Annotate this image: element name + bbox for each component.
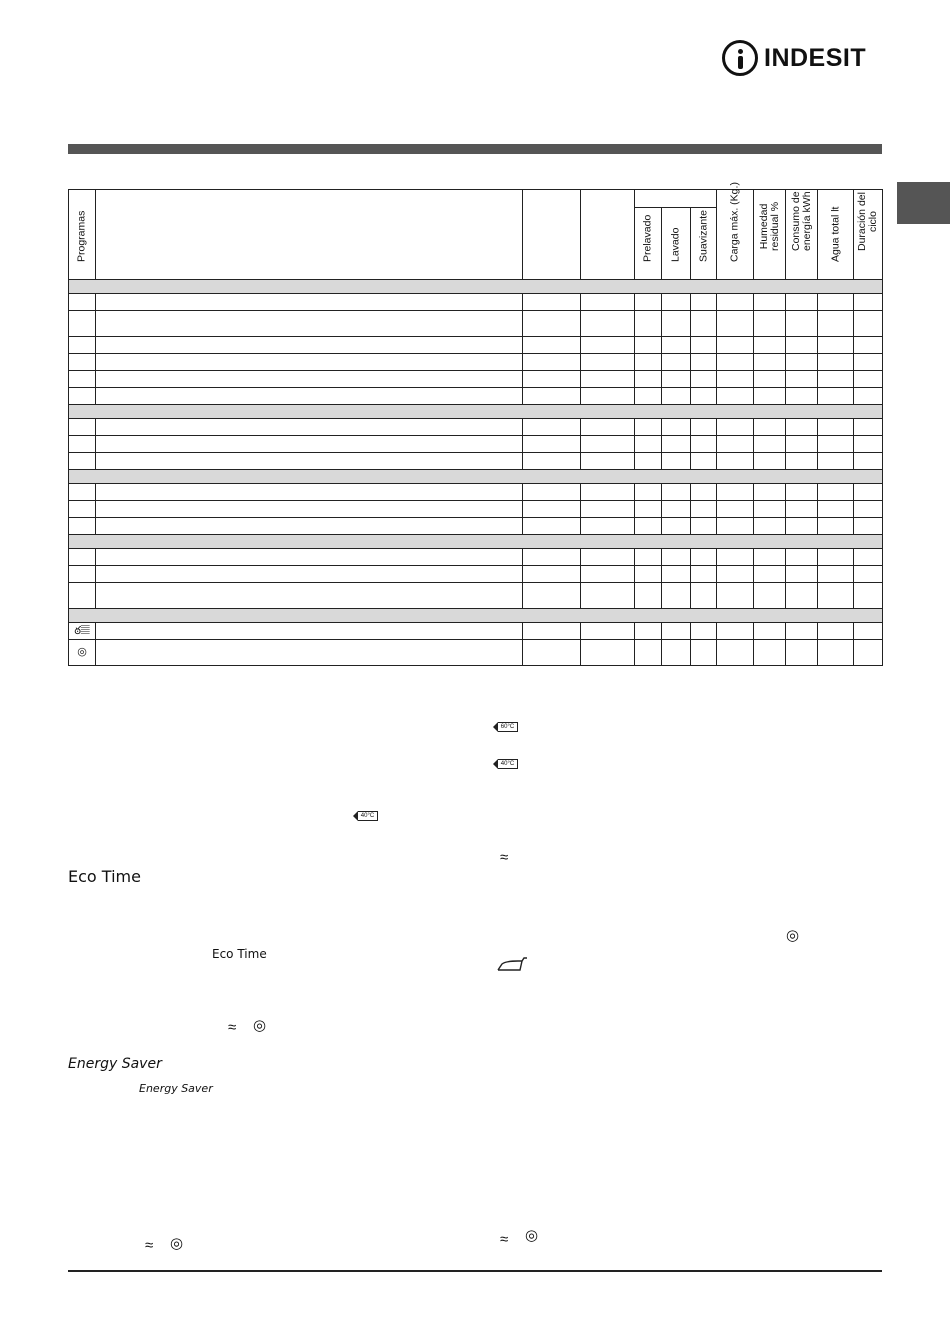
header-suavizante: Suavizante <box>691 208 717 280</box>
table-row <box>69 501 883 518</box>
header-consumo: Consumo de energía kWh <box>786 190 818 280</box>
table-row <box>69 484 883 501</box>
header-duracion: Duración del ciclo <box>854 190 883 280</box>
logo-text: INDESIT <box>764 43 867 72</box>
energy-saver-logo-small: Energy Saver <box>139 1082 213 1095</box>
eco-time-logo-small: Eco Time <box>212 947 267 961</box>
table-row <box>69 337 883 354</box>
temp-40-tag-icon: 40°C <box>358 811 378 821</box>
logo-i-icon <box>722 40 758 76</box>
header-prelavado: Prelavado <box>635 208 662 280</box>
table-row <box>69 623 883 640</box>
eco-rinse-icon: ≈ <box>228 1019 237 1036</box>
section-row <box>69 470 883 484</box>
eco-rinse-icon: ≈ <box>500 1231 509 1248</box>
eco-rinse-icon: ≈ <box>500 849 509 866</box>
footer-rule <box>68 1270 882 1272</box>
section-row <box>69 280 883 294</box>
table-row <box>69 294 883 311</box>
language-tab <box>897 182 950 224</box>
table-row <box>69 419 883 436</box>
spin-drain-icon: ◎ <box>170 1235 184 1252</box>
table-row <box>69 566 883 583</box>
table-row <box>69 354 883 371</box>
section-row <box>69 535 883 549</box>
table-row <box>69 453 883 470</box>
eco-time-logo: Eco Time <box>68 867 141 886</box>
spin-drain-icon: ◎ <box>77 646 87 658</box>
temp-40-tag-icon: 40°C <box>498 759 518 769</box>
table-row <box>69 583 883 609</box>
table-row <box>69 436 883 453</box>
table-row <box>69 388 883 405</box>
iron-icon <box>496 955 530 973</box>
header-lavado: Lavado <box>662 208 691 280</box>
indesit-logo <box>722 40 866 76</box>
table-row <box>69 311 883 337</box>
header-bar <box>68 144 882 154</box>
table-row <box>69 518 883 535</box>
spin-drain-icon: ◎ <box>253 1017 267 1034</box>
eco-rinse-icon: ≈ <box>145 1237 154 1254</box>
table-row <box>69 549 883 566</box>
header-temp <box>523 190 581 280</box>
table-row <box>69 371 883 388</box>
header-humedad: Humedad residual % <box>754 190 786 280</box>
spin-drain-icon: ◎ <box>786 927 800 944</box>
programs-table <box>68 182 883 666</box>
header-carga: Carga máx. (Kg.) <box>717 190 754 280</box>
temp-60-tag-icon: 60°C <box>498 722 518 732</box>
spin-drain-icon: ◎ <box>525 1227 539 1244</box>
header-programas: Programas <box>69 190 96 280</box>
table-row <box>69 640 883 666</box>
header-detergents <box>635 190 717 208</box>
header-description <box>96 190 523 280</box>
header-spin <box>581 190 635 280</box>
eco-rinse-icon: ఠ𝄚 <box>74 624 90 637</box>
energy-saver-logo: Energy Saver <box>68 1056 162 1072</box>
section-row <box>69 609 883 623</box>
header-agua: Agua total lt <box>818 190 854 280</box>
section-row <box>69 405 883 419</box>
